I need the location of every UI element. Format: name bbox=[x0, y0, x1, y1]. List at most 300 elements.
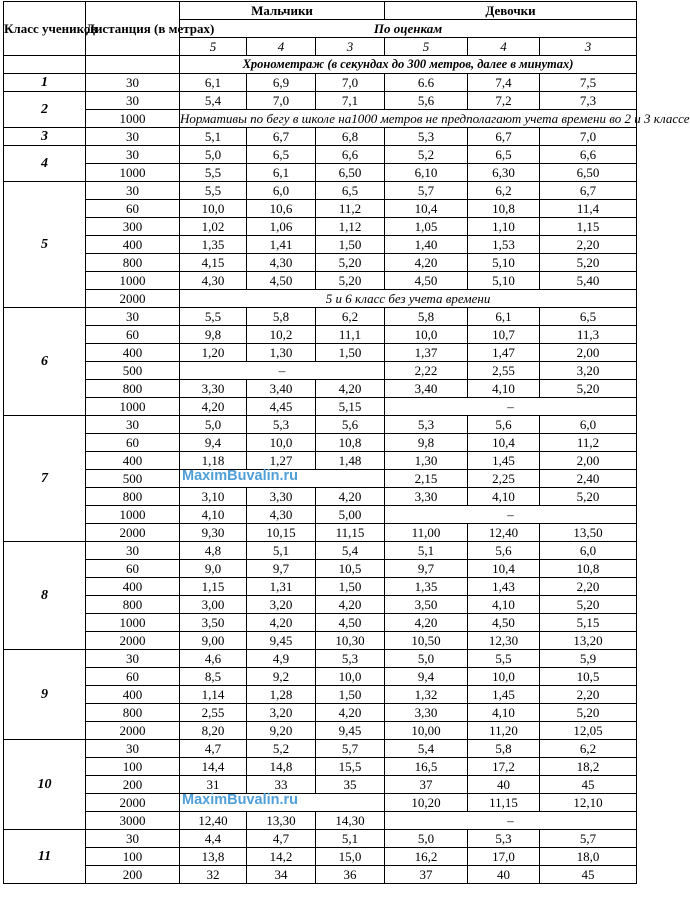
value-cell: 8,20 bbox=[180, 722, 247, 740]
value-cell: 10,6 bbox=[247, 200, 316, 218]
value-cell: 4,10 bbox=[468, 380, 540, 398]
value-cell: 2,00 bbox=[540, 452, 637, 470]
girls-grade-3: 3 bbox=[540, 38, 637, 56]
value-cell: 10,5 bbox=[540, 668, 637, 686]
value-cell: 12,40 bbox=[180, 812, 247, 830]
value-cell: 10,15 bbox=[247, 524, 316, 542]
value-cell: 14,8 bbox=[247, 758, 316, 776]
note-no-timing-grade-5-6: 5 и 6 класс без учета времени bbox=[180, 290, 637, 308]
value-cell: 1,06 bbox=[247, 218, 316, 236]
table-row bbox=[4, 290, 637, 308]
value-cell: 4,8 bbox=[180, 542, 247, 560]
value-cell: 7,0 bbox=[540, 128, 637, 146]
value-cell: 14,2 bbox=[247, 848, 316, 866]
value-cell: 7,0 bbox=[247, 92, 316, 110]
value-cell: 6,7 bbox=[468, 128, 540, 146]
table-row bbox=[4, 236, 637, 254]
distance-cell: 30 bbox=[86, 92, 180, 110]
value-cell: 13,20 bbox=[540, 632, 637, 650]
distance-cell: 30 bbox=[86, 740, 180, 758]
value-cell: 5,20 bbox=[540, 254, 637, 272]
value-cell: 4,30 bbox=[180, 272, 247, 290]
value-cell: 6,0 bbox=[540, 416, 637, 434]
value-cell: 1,50 bbox=[316, 578, 385, 596]
value-cell: 11,20 bbox=[468, 722, 540, 740]
value-cell: 1,15 bbox=[540, 218, 637, 236]
distance-cell: 2000 bbox=[86, 290, 180, 308]
value-cell: 5,8 bbox=[468, 740, 540, 758]
value-cell: 10,8 bbox=[316, 434, 385, 452]
table-row bbox=[4, 110, 637, 128]
value-cell: 2,20 bbox=[540, 236, 637, 254]
no-value-dash: – bbox=[180, 362, 385, 380]
value-cell: 1,10 bbox=[468, 218, 540, 236]
value-cell: 5,7 bbox=[540, 830, 637, 848]
value-cell: 6,5 bbox=[468, 146, 540, 164]
value-cell: 9,20 bbox=[247, 722, 316, 740]
table-row bbox=[4, 830, 637, 848]
distance-cell: 2000 bbox=[86, 722, 180, 740]
table-row bbox=[4, 218, 637, 236]
value-cell: 9,30 bbox=[180, 524, 247, 542]
table-row bbox=[4, 146, 637, 164]
value-cell: 5,20 bbox=[540, 488, 637, 506]
distance-cell: 3000 bbox=[86, 812, 180, 830]
distance-cell: 60 bbox=[86, 434, 180, 452]
value-cell: 5,2 bbox=[247, 740, 316, 758]
value-cell: 6.6 bbox=[385, 74, 468, 92]
value-cell: 7,0 bbox=[316, 74, 385, 92]
value-cell: 10,30 bbox=[316, 632, 385, 650]
table-row bbox=[4, 488, 637, 506]
table-row bbox=[4, 434, 637, 452]
value-cell: 5,6 bbox=[316, 416, 385, 434]
table-row bbox=[4, 362, 637, 380]
value-cell: 1,48 bbox=[316, 452, 385, 470]
value-cell: 7,5 bbox=[540, 74, 637, 92]
value-cell: 6,8 bbox=[316, 128, 385, 146]
table-row bbox=[4, 398, 637, 416]
value-cell: 5,5 bbox=[468, 650, 540, 668]
value-cell: 13,50 bbox=[540, 524, 637, 542]
value-cell: 4,10 bbox=[468, 704, 540, 722]
table-row bbox=[4, 452, 637, 470]
value-cell: 1,45 bbox=[468, 452, 540, 470]
value-cell: 3,20 bbox=[247, 596, 316, 614]
value-cell: 5,2 bbox=[385, 146, 468, 164]
value-cell: 4,15 bbox=[180, 254, 247, 272]
value-cell: 5,8 bbox=[247, 308, 316, 326]
distance-cell: 400 bbox=[86, 344, 180, 362]
girls-header: Девочки bbox=[385, 2, 637, 20]
table-row bbox=[4, 614, 637, 632]
value-cell: 5,5 bbox=[180, 164, 247, 182]
value-cell: 2,15 bbox=[385, 470, 468, 488]
grade-label: 11 bbox=[4, 830, 86, 884]
value-cell: 10,0 bbox=[468, 668, 540, 686]
table-row bbox=[4, 722, 637, 740]
value-cell: 13,8 bbox=[180, 848, 247, 866]
distance-cell: 60 bbox=[86, 560, 180, 578]
distance-cell: 800 bbox=[86, 596, 180, 614]
value-cell: 18,2 bbox=[540, 758, 637, 776]
value-cell: 1,14 bbox=[180, 686, 247, 704]
value-cell: 3,00 bbox=[180, 596, 247, 614]
grade-label: 3 bbox=[4, 128, 86, 146]
value-cell: 37 bbox=[385, 776, 468, 794]
value-cell: 11,2 bbox=[540, 434, 637, 452]
value-cell: 9,45 bbox=[316, 722, 385, 740]
value-cell: 5,6 bbox=[385, 92, 468, 110]
table-row bbox=[4, 182, 637, 200]
value-cell: 1,43 bbox=[468, 578, 540, 596]
value-cell: 6,10 bbox=[385, 164, 468, 182]
value-cell: 1,37 bbox=[385, 344, 468, 362]
value-cell: 3,50 bbox=[385, 596, 468, 614]
value-cell: 7,4 bbox=[468, 74, 540, 92]
distance-cell: 30 bbox=[86, 74, 180, 92]
table-row bbox=[4, 848, 637, 866]
table-row bbox=[4, 308, 637, 326]
value-cell: 3,10 bbox=[180, 488, 247, 506]
value-cell: 1,40 bbox=[385, 236, 468, 254]
value-cell: 10,7 bbox=[468, 326, 540, 344]
boys-grade-4: 4 bbox=[247, 38, 316, 56]
distance-cell: 400 bbox=[86, 578, 180, 596]
value-cell: 6,1 bbox=[468, 308, 540, 326]
value-cell: 10,4 bbox=[468, 434, 540, 452]
table-row bbox=[4, 164, 637, 182]
value-cell: 5,6 bbox=[468, 416, 540, 434]
value-cell: 16,5 bbox=[385, 758, 468, 776]
value-cell: 5,8 bbox=[385, 308, 468, 326]
value-cell: 11,2 bbox=[316, 200, 385, 218]
value-cell: 5,7 bbox=[385, 182, 468, 200]
value-cell: 1,15 bbox=[180, 578, 247, 596]
value-cell: 4,30 bbox=[247, 254, 316, 272]
value-cell: 14,30 bbox=[316, 812, 385, 830]
value-cell: 2,00 bbox=[540, 344, 637, 362]
table-row bbox=[4, 524, 637, 542]
value-cell: 6,1 bbox=[180, 74, 247, 92]
table-row bbox=[4, 344, 637, 362]
value-cell: 2,22 bbox=[385, 362, 468, 380]
table-row bbox=[4, 272, 637, 290]
value-cell: 6,30 bbox=[468, 164, 540, 182]
value-cell: 5,20 bbox=[540, 704, 637, 722]
value-cell: 45 bbox=[540, 866, 637, 884]
value-cell: 4,20 bbox=[385, 254, 468, 272]
value-cell: 5,3 bbox=[316, 650, 385, 668]
value-cell: 9,45 bbox=[247, 632, 316, 650]
value-cell: 6,6 bbox=[316, 146, 385, 164]
value-cell: 5,10 bbox=[468, 254, 540, 272]
value-cell: 5,40 bbox=[540, 272, 637, 290]
by-grades-header: По оценкам bbox=[180, 20, 637, 38]
value-cell: 1,50 bbox=[316, 344, 385, 362]
distance-cell: 800 bbox=[86, 380, 180, 398]
table-row bbox=[4, 128, 637, 146]
table-row bbox=[4, 416, 637, 434]
table-row bbox=[4, 668, 637, 686]
value-cell: 3,30 bbox=[180, 380, 247, 398]
value-cell: 9,4 bbox=[180, 434, 247, 452]
value-cell: 1,05 bbox=[385, 218, 468, 236]
distance-cell: 2000 bbox=[86, 794, 180, 812]
value-cell: 5,3 bbox=[468, 830, 540, 848]
value-cell: 12,30 bbox=[468, 632, 540, 650]
value-cell: 16,2 bbox=[385, 848, 468, 866]
value-cell: 6,7 bbox=[540, 182, 637, 200]
value-cell: 5,4 bbox=[385, 740, 468, 758]
value-cell: 2,20 bbox=[540, 578, 637, 596]
table-row bbox=[4, 812, 637, 830]
value-cell: 4,45 bbox=[247, 398, 316, 416]
value-cell: 3,50 bbox=[180, 614, 247, 632]
value-cell: 6,5 bbox=[316, 182, 385, 200]
grade-label: 9 bbox=[4, 650, 86, 740]
value-cell: 1,30 bbox=[385, 452, 468, 470]
value-cell: 10,0 bbox=[180, 200, 247, 218]
distance-cell: 1000 bbox=[86, 164, 180, 182]
grade-label: 10 bbox=[4, 740, 86, 830]
value-cell: 9,8 bbox=[180, 326, 247, 344]
value-cell: 14,4 bbox=[180, 758, 247, 776]
value-cell: 11,1 bbox=[316, 326, 385, 344]
grade-label: 6 bbox=[4, 308, 86, 416]
value-cell: 35 bbox=[316, 776, 385, 794]
note-no-timing-grade-2-3: Нормативы по бегу в школе на1000 метров не предполагают учета времени во 2 и 3 классе bbox=[180, 111, 690, 126]
value-cell: 1,18 bbox=[180, 452, 247, 470]
distance-cell: 1000 bbox=[86, 110, 180, 128]
distance-cell: 100 bbox=[86, 758, 180, 776]
watermark-text: MaximBuvalin.ru bbox=[182, 792, 299, 808]
class-column-header: Класс учеников bbox=[4, 2, 86, 56]
table-row bbox=[4, 326, 637, 344]
value-cell: 1,35 bbox=[180, 236, 247, 254]
value-cell: 10,0 bbox=[316, 668, 385, 686]
value-cell: 1,47 bbox=[468, 344, 540, 362]
value-cell: 6,6 bbox=[540, 146, 637, 164]
value-cell: 5,1 bbox=[247, 542, 316, 560]
value-cell: 4,50 bbox=[316, 614, 385, 632]
value-cell: 10,4 bbox=[468, 560, 540, 578]
value-cell: 5,6 bbox=[468, 542, 540, 560]
value-cell: 6,0 bbox=[540, 542, 637, 560]
table-row bbox=[4, 380, 637, 398]
value-cell: 10,4 bbox=[385, 200, 468, 218]
value-cell: 1,02 bbox=[180, 218, 247, 236]
grade-label: 5 bbox=[4, 182, 86, 308]
table-row bbox=[4, 686, 637, 704]
distance-cell: 30 bbox=[86, 650, 180, 668]
distance-cell: 1000 bbox=[86, 272, 180, 290]
distance-cell: 2000 bbox=[86, 632, 180, 650]
value-cell: 10,8 bbox=[468, 200, 540, 218]
value-cell: 1,45 bbox=[468, 686, 540, 704]
value-cell: 8,5 bbox=[180, 668, 247, 686]
table-row bbox=[4, 776, 637, 794]
table-row bbox=[4, 506, 637, 524]
value-cell: 1,32 bbox=[385, 686, 468, 704]
value-cell: 1,50 bbox=[316, 686, 385, 704]
watermark-cell bbox=[180, 794, 385, 812]
value-cell: 5,0 bbox=[180, 146, 247, 164]
value-cell: 17,0 bbox=[468, 848, 540, 866]
value-cell: 9,00 bbox=[180, 632, 247, 650]
distance-cell: 200 bbox=[86, 866, 180, 884]
table-row bbox=[4, 794, 637, 812]
value-cell: 6,2 bbox=[316, 308, 385, 326]
distance-cell: 1000 bbox=[86, 506, 180, 524]
distance-cell: 30 bbox=[86, 182, 180, 200]
value-cell: 4,20 bbox=[180, 398, 247, 416]
value-cell: 1,27 bbox=[247, 452, 316, 470]
value-cell: 4,10 bbox=[468, 488, 540, 506]
value-cell: 7,2 bbox=[468, 92, 540, 110]
value-cell: 5,1 bbox=[180, 128, 247, 146]
value-cell: 1,20 bbox=[180, 344, 247, 362]
distance-column-header: Дистанция (в метрах) bbox=[86, 2, 180, 56]
value-cell: 10,8 bbox=[540, 560, 637, 578]
distance-cell: 1000 bbox=[86, 614, 180, 632]
distance-cell: 800 bbox=[86, 254, 180, 272]
value-cell: 5,0 bbox=[180, 416, 247, 434]
chronometry-header: Хронометраж (в секундах до 300 метров, далее в минутах) bbox=[180, 56, 637, 74]
distance-cell: 200 bbox=[86, 776, 180, 794]
value-cell: 4,7 bbox=[247, 830, 316, 848]
distance-cell: 500 bbox=[86, 362, 180, 380]
value-cell: 45 bbox=[540, 776, 637, 794]
value-cell: 7,1 bbox=[316, 92, 385, 110]
value-cell: 2,20 bbox=[540, 686, 637, 704]
value-cell: 36 bbox=[316, 866, 385, 884]
value-cell: 1,41 bbox=[247, 236, 316, 254]
no-value-dash: – bbox=[385, 398, 637, 416]
value-cell: 10,5 bbox=[316, 560, 385, 578]
value-cell: 6,50 bbox=[540, 164, 637, 182]
value-cell: 4,50 bbox=[468, 614, 540, 632]
value-cell: 4,30 bbox=[247, 506, 316, 524]
value-cell: 4,20 bbox=[385, 614, 468, 632]
value-cell: 4,50 bbox=[247, 272, 316, 290]
table-row bbox=[4, 704, 637, 722]
value-cell: 6,2 bbox=[468, 182, 540, 200]
table-row bbox=[4, 200, 637, 218]
value-cell: 4,9 bbox=[247, 650, 316, 668]
value-cell: 5,5 bbox=[180, 308, 247, 326]
value-cell: 12,40 bbox=[468, 524, 540, 542]
distance-cell: 30 bbox=[86, 146, 180, 164]
value-cell: 33 bbox=[247, 776, 316, 794]
value-cell: 10,00 bbox=[385, 722, 468, 740]
value-cell: 4,20 bbox=[316, 488, 385, 506]
value-cell: 1,30 bbox=[247, 344, 316, 362]
value-cell: 13,30 bbox=[247, 812, 316, 830]
value-cell: 5,00 bbox=[316, 506, 385, 524]
value-cell: 7,3 bbox=[540, 92, 637, 110]
table-row bbox=[4, 542, 637, 560]
value-cell: 5,1 bbox=[385, 542, 468, 560]
value-cell: 9,7 bbox=[247, 560, 316, 578]
value-cell: 6,7 bbox=[247, 128, 316, 146]
value-cell: 11,4 bbox=[540, 200, 637, 218]
boys-grade-3: 3 bbox=[316, 38, 385, 56]
value-cell: 4,7 bbox=[180, 740, 247, 758]
distance-cell: 100 bbox=[86, 848, 180, 866]
value-cell: 4,20 bbox=[316, 380, 385, 398]
value-cell: 5,1 bbox=[316, 830, 385, 848]
value-cell: 5,4 bbox=[316, 542, 385, 560]
value-cell: 4,6 bbox=[180, 650, 247, 668]
distance-cell: 500 bbox=[86, 470, 180, 488]
value-cell: 5,0 bbox=[385, 830, 468, 848]
distance-cell: 400 bbox=[86, 686, 180, 704]
value-cell: 3,20 bbox=[540, 362, 637, 380]
table-row bbox=[4, 578, 637, 596]
value-cell: 10,50 bbox=[385, 632, 468, 650]
value-cell: 1,35 bbox=[385, 578, 468, 596]
grade-label: 8 bbox=[4, 542, 86, 650]
value-cell: 6,50 bbox=[316, 164, 385, 182]
value-cell: 5,7 bbox=[316, 740, 385, 758]
table-row bbox=[4, 92, 637, 110]
value-cell: 5,15 bbox=[540, 614, 637, 632]
value-cell: 18,0 bbox=[540, 848, 637, 866]
value-cell: 5,20 bbox=[316, 254, 385, 272]
no-value-dash: – bbox=[385, 506, 637, 524]
value-cell: 11,15 bbox=[468, 794, 540, 812]
girls-grade-5: 5 bbox=[385, 38, 468, 56]
table-row bbox=[4, 74, 637, 92]
value-cell: 3,20 bbox=[247, 704, 316, 722]
value-cell: 10,20 bbox=[385, 794, 468, 812]
value-cell: 5,20 bbox=[540, 596, 637, 614]
value-cell: 2,55 bbox=[180, 704, 247, 722]
distance-cell: 60 bbox=[86, 326, 180, 344]
distance-cell: 2000 bbox=[86, 524, 180, 542]
table-row bbox=[4, 560, 637, 578]
table-row bbox=[4, 470, 637, 488]
table-row bbox=[4, 866, 637, 884]
value-cell: 5,5 bbox=[180, 182, 247, 200]
distance-cell: 60 bbox=[86, 668, 180, 686]
grade-label: 7 bbox=[4, 416, 86, 542]
value-cell: 5,9 bbox=[540, 650, 637, 668]
value-cell: 3,30 bbox=[385, 704, 468, 722]
distance-cell: 30 bbox=[86, 830, 180, 848]
distance-cell: 60 bbox=[86, 200, 180, 218]
value-cell: 11,15 bbox=[316, 524, 385, 542]
watermark-text: MaximBuvalin.ru bbox=[182, 468, 299, 484]
value-cell: 9,0 bbox=[180, 560, 247, 578]
value-cell: 1,53 bbox=[468, 236, 540, 254]
value-cell: 34 bbox=[247, 866, 316, 884]
table-row bbox=[4, 596, 637, 614]
distance-cell: 800 bbox=[86, 488, 180, 506]
table-row bbox=[4, 758, 637, 776]
grade-label: 2 bbox=[4, 92, 86, 128]
value-cell: 4,10 bbox=[468, 596, 540, 614]
value-cell: 2,40 bbox=[540, 470, 637, 488]
value-cell: 10,0 bbox=[247, 434, 316, 452]
value-cell: 6,0 bbox=[247, 182, 316, 200]
value-cell: 5,4 bbox=[180, 92, 247, 110]
value-cell: 1,12 bbox=[316, 218, 385, 236]
value-cell: 4,20 bbox=[247, 614, 316, 632]
value-cell: 3,40 bbox=[385, 380, 468, 398]
table-row bbox=[4, 740, 637, 758]
